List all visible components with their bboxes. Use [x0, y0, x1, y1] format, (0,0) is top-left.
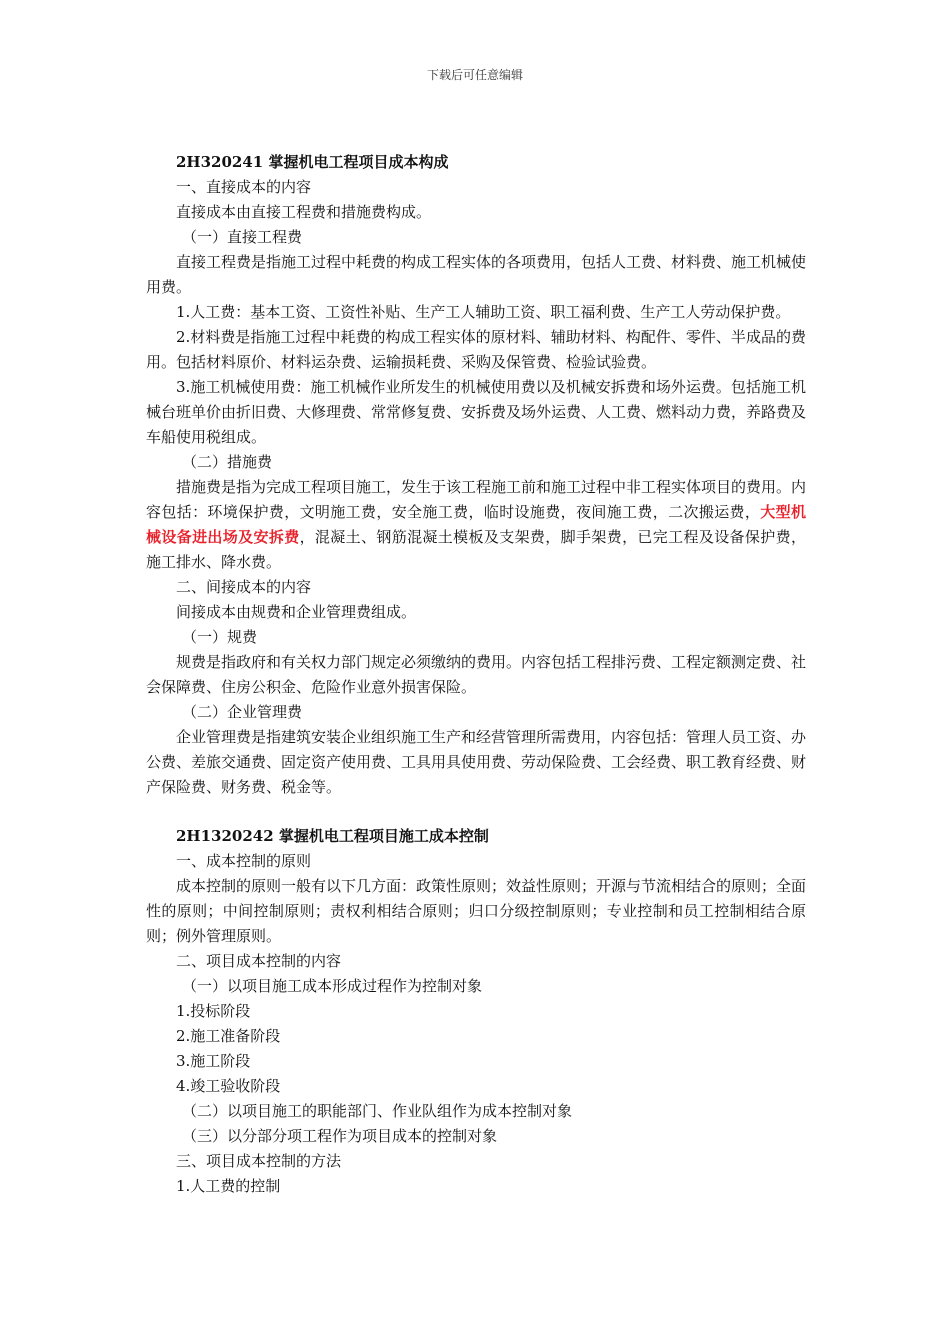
list-item: 3.施工阶段 [176, 1052, 251, 1070]
section-heading: 一、成本控制的原则 [176, 852, 312, 870]
paragraph-text: 措施费是指为完成工程项目施工，发生于该工程施工前和施工过程中非工程实体项目的费用。内容包括：环境保护费，文明施工费，安全施工费，临时设施费，夜间施工费，二次搬运费， [146, 478, 807, 521]
section-heading: 二、项目成本控制的内容 [176, 952, 342, 970]
paragraph: 3.施工机械使用费：施工机械作业所发生的机械使用费以及机械安拆费和场外运费。包括施工机械台班单价由折旧费、大修理费、常常修复费、安拆费及场外运费、人工费、燃料动力费，养路费及车船使用税组成。 [146, 378, 807, 446]
section-title: 2H320241 掌握机电工程项目成本构成 [176, 153, 449, 171]
subsection-heading: （一）规费 [182, 628, 258, 646]
paragraph: 2.材料费是指施工过程中耗费的构成工程实体的原材料、辅助材料、构配件、零件、半成品的费用。包括材料原价、材料运杂费、运输损耗费、采购及保管费、检验试验费。 [146, 328, 806, 371]
subsection-heading: （一）以项目施工成本形成过程作为控制对象 [182, 977, 483, 995]
list-item: 1.投标阶段 [176, 1002, 251, 1020]
highlighted-text: 大型机械设备进出场及安拆费 [146, 503, 806, 546]
paragraph: 1.人工费：基本工资、工资性补贴、生产工人辅助工资、职工福利费、生产工人劳动保护费。 [176, 303, 791, 321]
section-heading: 一、直接成本的内容 [176, 178, 312, 196]
subsection-heading: （三）以分部分项工程作为项目成本的控制对象 [182, 1127, 498, 1145]
paragraph: 企业管理费是指建筑安装企业组织施工生产和经营管理所需费用，内容包括：管理人员工资、办公费、差旅交通费、固定资产使用费、工具用具使用费、劳动保险费、工会经费、职工教育经费、财产保险费、财务费、税金等。 [146, 728, 807, 796]
subsection-heading: （二）措施费 [182, 453, 273, 471]
subsection-heading: （二）企业管理费 [182, 703, 303, 721]
list-item: 1.人工费的控制 [176, 1177, 281, 1195]
subsection-heading: （一）直接工程费 [182, 228, 303, 246]
section-heading: 三、项目成本控制的方法 [176, 1152, 342, 1170]
section-heading: 二、间接成本的内容 [176, 578, 312, 596]
paragraph: 直接工程费是指施工过程中耗费的构成工程实体的各项费用，包括人工费、材料费、施工机械使用费。 [146, 253, 807, 296]
paragraph-measures [146, 475, 806, 575]
list-item: 4.竣工验收阶段 [176, 1077, 281, 1095]
paragraph: 规费是指政府和有关权力部门规定必须缴纳的费用。内容包括工程排污费、工程定额测定费、社会保障费、住房公积金、危险作业意外损害保险。 [146, 653, 807, 696]
paragraph-text: ，混凝土、钢筋混凝土模板及支架费，脚手架费，已完工程及设备保护费，施工排水、降水费。 [146, 528, 806, 571]
paragraph: 间接成本由规费和企业管理费组成。 [176, 603, 417, 621]
document-body [146, 150, 806, 1199]
list-item: 2.施工准备阶段 [176, 1027, 281, 1045]
section-title: 2H1320242 掌握机电工程项目施工成本控制 [176, 827, 489, 845]
paragraph: 成本控制的原则一般有以下几方面：政策性原则；效益性原则；开源与节流相结合的原则；全面性的原则；中间控制原则；责权利相结合原则；归口分级控制原则；专业控制和员工控制相结合原则；例外管理原则。 [146, 877, 807, 945]
paragraph: 直接成本由直接工程费和措施费构成。 [176, 203, 432, 221]
page-header-note: 下载后可任意编辑 [426, 68, 523, 82]
subsection-heading: （二）以项目施工的职能部门、作业队组作为成本控制对象 [182, 1102, 573, 1120]
